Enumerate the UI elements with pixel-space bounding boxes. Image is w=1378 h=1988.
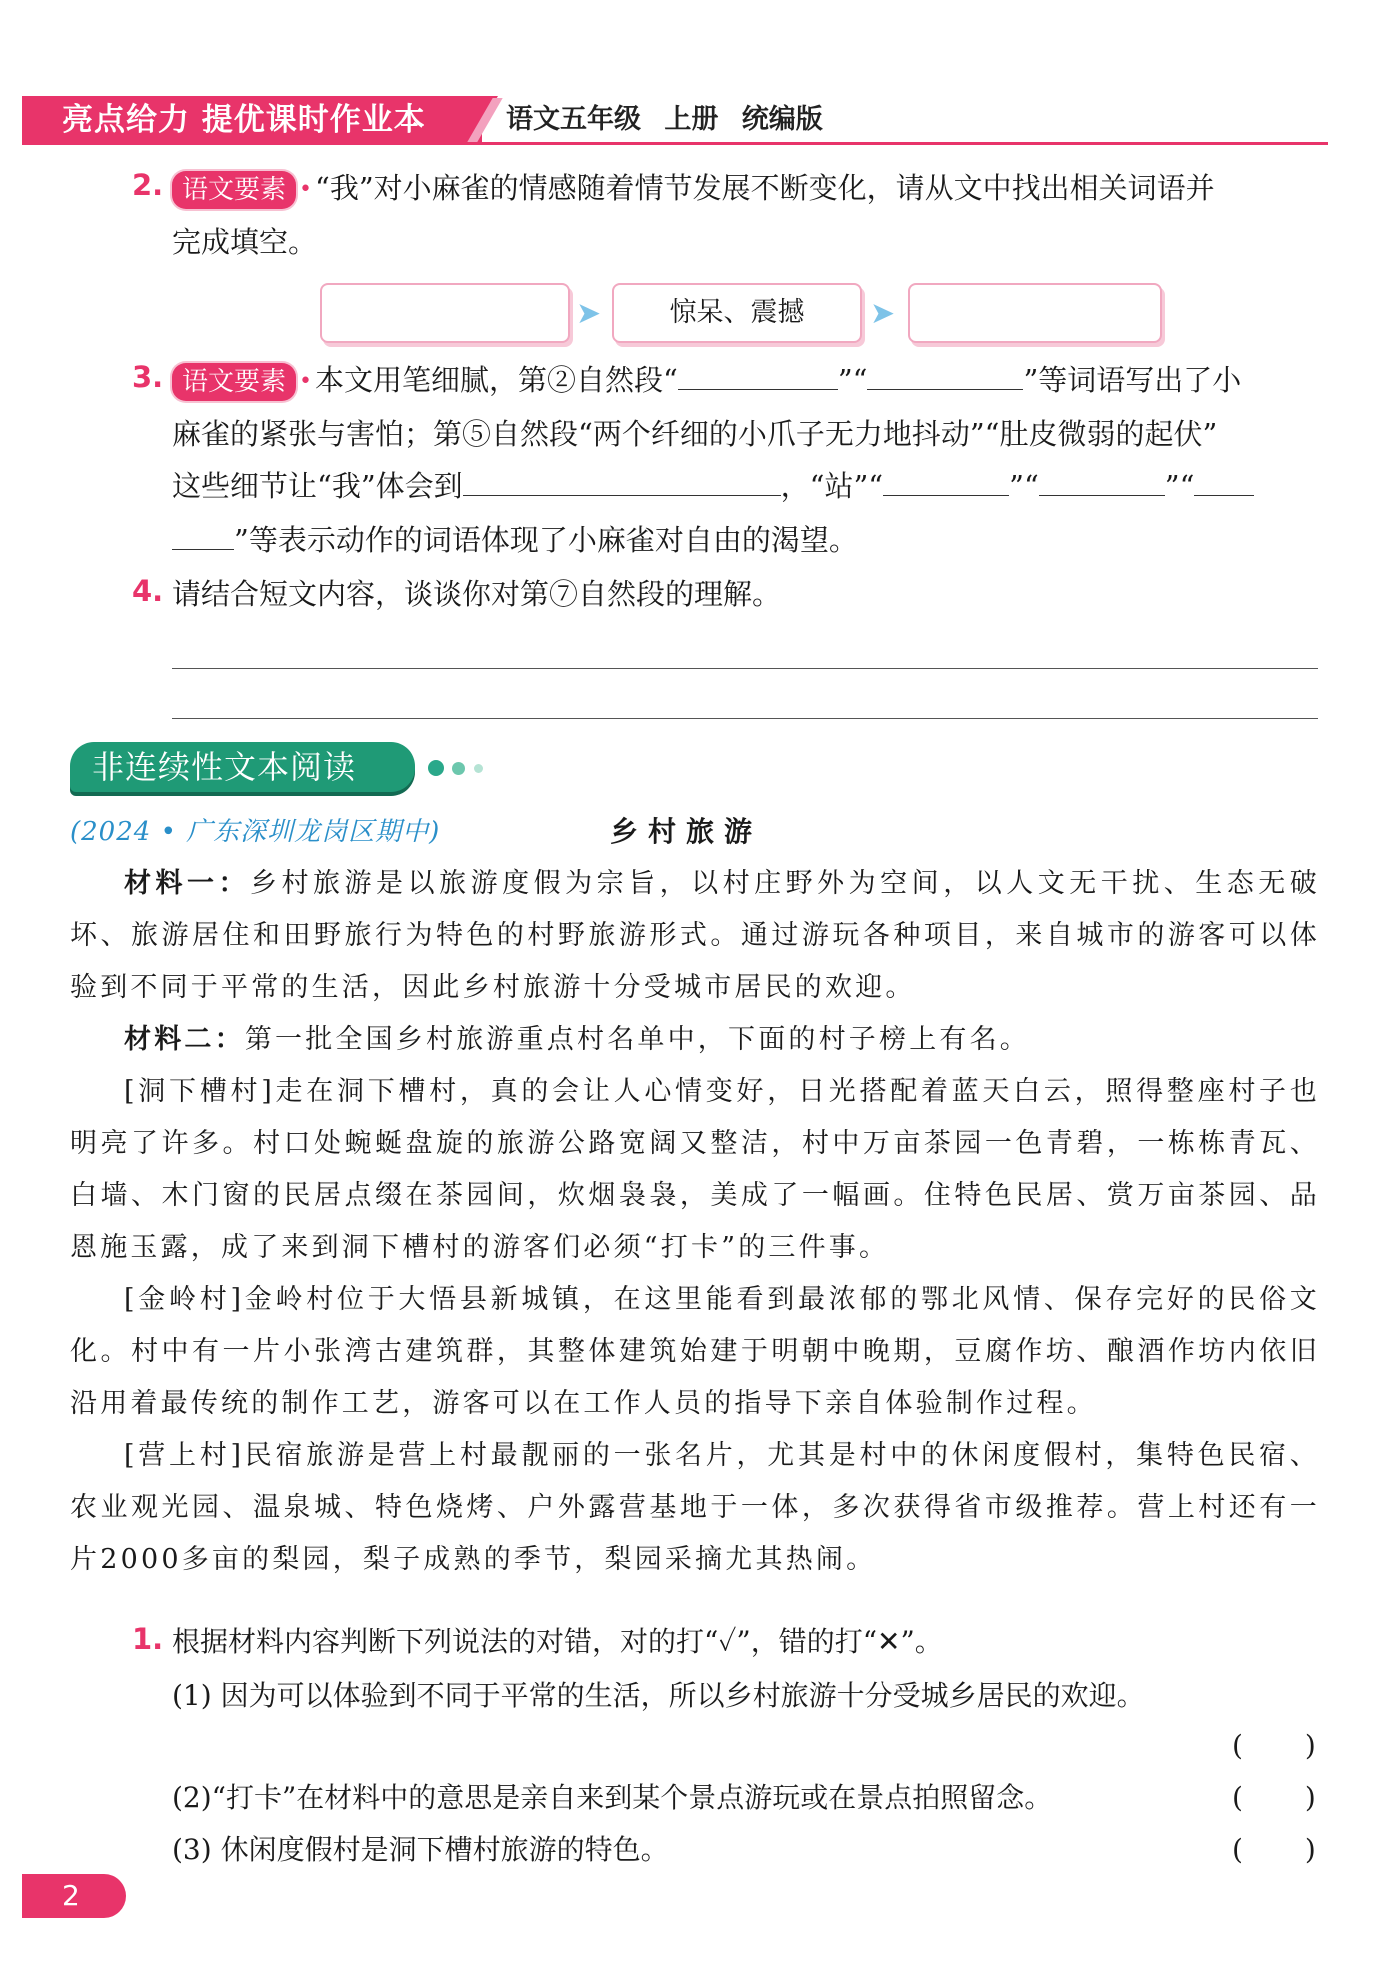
question-number-2: 2.	[132, 168, 164, 202]
question-2-line-2: 完成填空。	[172, 225, 318, 259]
skill-tag: 语文要素	[172, 171, 296, 209]
reading-material	[70, 858, 1320, 1586]
article-title: 乡村旅游	[610, 815, 763, 848]
skill-tag: 语文要素	[172, 363, 296, 401]
answer-bracket[interactable]: ()	[1232, 1781, 1378, 1814]
question-3-line-4	[172, 514, 858, 566]
question-number-4: 4.	[132, 574, 164, 608]
fill-blank[interactable]	[1194, 461, 1254, 496]
fill-blank[interactable]	[678, 355, 838, 390]
village-paragraph: [营上村]民宿旅游是营上村最靓丽的一张名片，尤其是村中的休闲度假村，集特色民宿、农业观光园、温泉城、特色烧烤、户外露营基地于一体，多次获得省市级推荐。营上村还有一片2000多亩的梨园，梨子成熟的季节，梨园采摘尤其热闹。	[70, 1440, 1320, 1575]
series-title: 亮点给力 提优课时作业本	[62, 102, 426, 138]
material-1	[70, 858, 1320, 1014]
book-info: 语文五年级 上册 统编版	[506, 104, 823, 135]
question-2-text: “我”对小麻雀的情感随着情节发展不断变化，请从文中找出相关词语并	[315, 171, 1215, 205]
page-number: 2	[22, 1874, 126, 1918]
text: ”“	[1164, 469, 1195, 503]
question-3-line-3	[172, 460, 1254, 512]
answer-bracket[interactable]: ()	[1232, 1729, 1378, 1762]
bullet-dot-icon: •	[299, 177, 312, 202]
material-label: 材料一：	[124, 868, 251, 899]
answer-bracket[interactable]: ()	[1232, 1833, 1378, 1866]
question-3-line-1	[172, 354, 1241, 408]
fill-blank[interactable]	[883, 461, 1009, 496]
flow-box-3[interactable]	[908, 283, 1162, 343]
text: ，“站”“	[780, 469, 884, 503]
text: ”等词语写出了小	[1023, 363, 1242, 397]
question-number-1: 1.	[132, 1622, 164, 1656]
source-note: (2024 • 广东深圳龙岗区期中)	[70, 817, 441, 847]
section-title: 非连续性文本阅读	[92, 748, 357, 786]
flow-box-1[interactable]	[320, 283, 570, 343]
question-3-line-2: 麻雀的紧张与害怕；第⑤自然段“两个纤细的小爪子无力地抖动”“肚皮微弱的起伏”	[172, 417, 1218, 451]
text: 这些细节让“我”体会到	[172, 469, 463, 503]
fill-blank[interactable]	[1039, 461, 1165, 496]
answer-line[interactable]	[172, 718, 1318, 719]
village-paragraph: [洞下槽村]走在洞下槽村，真的会让人心情变好，日光搭配着蓝天白云，照得整座村子也明亮了许多。村口处蜿蜒盘旋的旅游公路宽阔又整洁，村中万亩茶园一色青碧，一栋栋青瓦、白墙、木门窗的民居点缀在茶园间，炊烟袅袅，美成了一幅画。住特色民居、赏万亩茶园、品恩施玉露，成了来到洞下槽村的游客们必须“打卡”的三件事。	[70, 1076, 1320, 1263]
material-2	[70, 1014, 1320, 1066]
material-text: 乡村旅游是以旅游度假为宗旨，以村庄野外为空间，以人文无干扰、生态无破坏、旅游居住和田野旅行为特色的村野旅游形式。通过游玩各种项目，来自城市的游客可以体验到不同于平常的生活，因此乡村旅游十分受城市居民的欢迎。	[70, 868, 1320, 1003]
fill-blank[interactable]	[172, 515, 234, 550]
text: 本文用笔细腻，第②自然段“	[315, 363, 678, 397]
fill-blank[interactable]	[463, 461, 781, 496]
question-4-text: 请结合短文内容，谈谈你对第⑦自然段的理解。	[172, 577, 782, 611]
header-rule	[22, 142, 1328, 145]
judge-item-1: (1) 因为可以体验到不同于平常的生活，所以乡村旅游十分受城乡居民的欢迎。	[172, 1679, 1145, 1712]
village-paragraph: [金岭村]金岭村位于大悟县新城镇，在这里能看到最浓郁的鄂北风情、保存完好的民俗文化。村中有一片小张湾古建筑群，其整体建筑始建于明朝中晚期，豆腐作坊、酿酒作坊内依旧沿用着最传统的制作工艺，游客可以在工作人员的指导下亲自体验制作过程。	[70, 1284, 1320, 1419]
judge-item-2: (2)“打卡”在材料中的意思是亲自来到某个景点游玩或在景点拍照留念。	[172, 1781, 1053, 1814]
text: ”“	[837, 363, 868, 397]
material-text: 第一批全国乡村旅游重点村名单中，下面的村子榜上有名。	[244, 1024, 1031, 1055]
text: ”等表示动作的词语体现了小麻雀对自由的渴望。	[234, 523, 858, 557]
material-label: 材料二：	[124, 1024, 245, 1055]
question-number-3: 3.	[132, 360, 164, 394]
fill-blank[interactable]	[867, 355, 1023, 390]
arrow-right-icon: ➤	[576, 296, 602, 331]
bullet-dot-icon: •	[299, 369, 312, 394]
answer-line[interactable]	[172, 668, 1318, 669]
judge-prompt: 根据材料内容判断下列说法的对错，对的打“✓”，错的打“✕”。	[172, 1625, 943, 1658]
flow-box-2: 惊呆、震撼	[612, 283, 862, 343]
arrow-right-icon: ➤	[870, 296, 896, 331]
text: ”“	[1009, 469, 1039, 503]
question-2-line-1	[172, 162, 1215, 216]
judge-item-3: (3) 休闲度假村是洞下槽村旅游的特色。	[172, 1833, 669, 1866]
